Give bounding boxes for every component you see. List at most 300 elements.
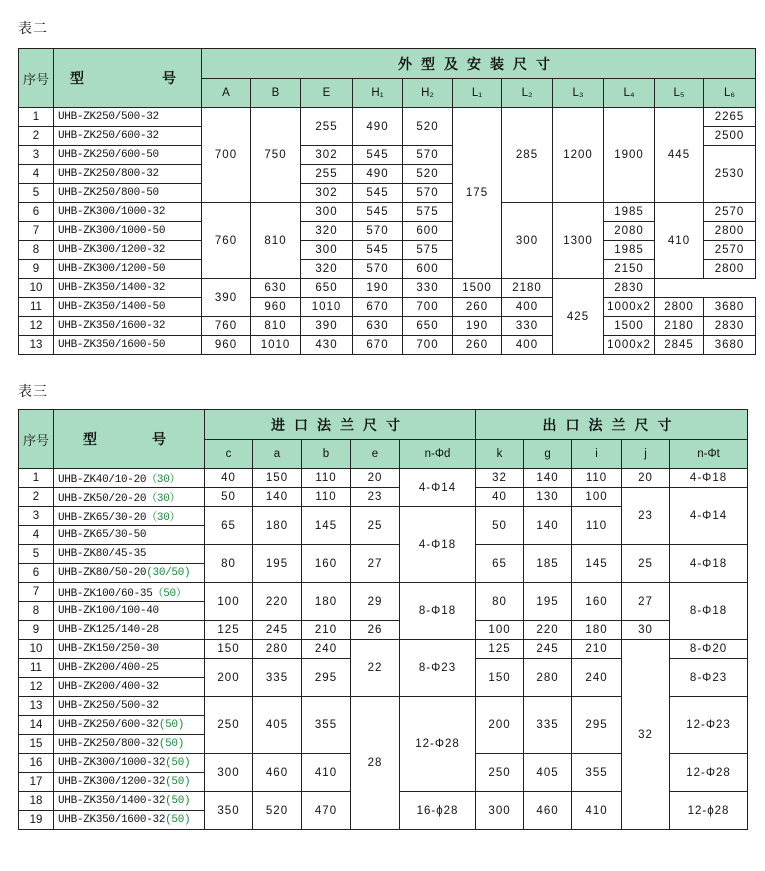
table-row [19, 336, 756, 355]
a-cell: 195 [253, 545, 302, 583]
i-cell: 240 [572, 659, 622, 697]
seq-cell: 6 [19, 203, 54, 222]
seq-cell: 2 [19, 488, 54, 507]
a-cell: 220 [253, 583, 302, 621]
h2-cell: 575 [403, 241, 453, 260]
model-text: UHB-ZK200/400-32 [58, 681, 159, 693]
g-cell: 140 [524, 507, 572, 545]
a-cell: 960 [202, 336, 251, 355]
h1-cell: 570 [353, 222, 403, 241]
model-cell [54, 678, 205, 697]
col-header: c [205, 440, 253, 469]
h1-cell: 545 [353, 241, 403, 260]
g-cell: 405 [524, 754, 572, 792]
l4-cell: 1900 [604, 108, 655, 203]
model-suffix: （50） [152, 588, 187, 600]
seq-cell: 9 [19, 260, 54, 279]
col-header: L₂ [502, 79, 553, 108]
e-cell: 28 [351, 697, 400, 830]
table-row [19, 298, 756, 317]
model-text: UHB-ZK100/100-40 [58, 605, 159, 617]
h1-cell: 570 [353, 260, 403, 279]
h1-cell: 490 [353, 108, 403, 146]
j-cell: 30 [622, 621, 670, 640]
model-cell: UHB-ZK350/1400-32 [54, 279, 202, 298]
col-header: L₅ [655, 79, 704, 108]
seq-cell: 19 [19, 811, 54, 830]
h2-cell: 700 [403, 336, 453, 355]
col-header: g [524, 440, 572, 469]
l6-cell: 3680 [704, 336, 756, 355]
h1-cell: 630 [251, 279, 301, 298]
b-cell: 355 [302, 697, 351, 754]
seq-cell: 11 [19, 298, 54, 317]
outline-group-header: 外型及安装尺寸 [202, 49, 756, 79]
model-cell [54, 469, 205, 488]
e-cell: 25 [351, 507, 400, 545]
l4-cell: 2845 [655, 336, 704, 355]
model-cell: UHB-ZK250/800-32 [54, 165, 202, 184]
i-cell: 410 [572, 792, 622, 830]
l3-cell: 1000x2 [604, 298, 655, 317]
l4-cell: 2800 [655, 298, 704, 317]
g-cell: 185 [524, 545, 572, 583]
col-header: n-Φt [670, 440, 748, 469]
e-cell: 27 [351, 545, 400, 583]
model-cell [54, 602, 205, 621]
h1-cell: 670 [353, 336, 403, 355]
nt-cell: 12-Φ28 [670, 754, 748, 792]
l1-cell: 260 [453, 298, 502, 317]
b-cell: 240 [302, 640, 351, 659]
col-header: E [301, 79, 353, 108]
nt-cell: 4-Φ14 [670, 488, 748, 545]
col-header: j [622, 440, 670, 469]
e-cell: 22 [351, 640, 400, 697]
seq-cell: 8 [19, 602, 54, 621]
b-cell: 810 [251, 317, 301, 336]
model-cell: UHB-ZK350/1600-32 [54, 317, 202, 336]
e-cell: 320 [301, 260, 353, 279]
l2-cell: 400 [502, 298, 553, 317]
i-cell: 110 [572, 507, 622, 545]
h2-cell: 520 [403, 108, 453, 146]
model-cell [54, 716, 205, 735]
l3-cell: 1200 [553, 108, 604, 203]
h2-cell: 600 [403, 222, 453, 241]
h2-cell: 650 [403, 317, 453, 336]
model-text: UHB-ZK350/1600-32 [58, 814, 166, 826]
seq-cell: 8 [19, 241, 54, 260]
table-row [19, 488, 748, 507]
seq-cell: 7 [19, 583, 54, 602]
c-cell: 100 [205, 583, 253, 621]
l1-cell: 260 [453, 336, 502, 355]
model-cell [54, 697, 205, 716]
g-cell: 245 [524, 640, 572, 659]
model-text: UHB-ZK80/45-35 [58, 548, 147, 560]
a-cell: 960 [251, 298, 301, 317]
b-cell: 810 [251, 203, 301, 279]
seq-cell: 6 [19, 564, 54, 583]
col-header: L₆ [704, 79, 756, 108]
l4-cell: 1985 [604, 203, 655, 222]
seq-cell: 11 [19, 659, 54, 678]
i-cell: 100 [572, 488, 622, 507]
nd-cell: 4-Φ14 [400, 469, 476, 507]
k-cell: 250 [476, 754, 524, 792]
i-cell: 110 [572, 469, 622, 488]
seq-cell: 14 [19, 716, 54, 735]
nt-cell: 8-Φ18 [670, 583, 748, 640]
seq-cell: 5 [19, 545, 54, 564]
a-cell: 700 [202, 108, 251, 203]
model-cell: UHB-ZK250/800-50 [54, 184, 202, 203]
model-cell: UHB-ZK250/600-50 [54, 146, 202, 165]
model-cell [54, 773, 205, 792]
model-text: UHB-ZK40/10-20 [58, 474, 147, 486]
b-cell: 410 [302, 754, 351, 792]
a-cell: 335 [253, 659, 302, 697]
seq-cell: 10 [19, 279, 54, 298]
l1-cell: 190 [353, 279, 403, 298]
table2-outline-dimensions [18, 48, 756, 355]
j-cell: 25 [622, 545, 670, 583]
g-cell: 140 [524, 469, 572, 488]
l5-cell: 425 [553, 279, 604, 355]
model-cell [54, 564, 205, 583]
h2-cell: 520 [403, 165, 453, 184]
e-cell: 390 [301, 317, 353, 336]
seq-cell: 3 [19, 146, 54, 165]
model-cell: UHB-ZK350/1600-50 [54, 336, 202, 355]
i-cell: 355 [572, 754, 622, 792]
l4-cell: 1985 [604, 241, 655, 260]
table-row [19, 203, 756, 222]
model-cell [54, 526, 205, 545]
c-cell: 50 [205, 488, 253, 507]
table-row [19, 222, 756, 241]
k-cell: 200 [476, 697, 524, 754]
a-cell: 760 [202, 203, 251, 279]
l6-cell: 2830 [604, 279, 655, 298]
table-row [19, 469, 748, 488]
seq-cell: 12 [19, 678, 54, 697]
e-cell: 29 [351, 583, 400, 621]
e-cell: 255 [301, 108, 353, 146]
b-cell: 180 [302, 583, 351, 621]
h1-cell: 545 [353, 184, 403, 203]
i-cell: 210 [572, 640, 622, 659]
c-cell: 40 [205, 469, 253, 488]
seq-header: 序号 [19, 49, 54, 108]
col-header: L₁ [453, 79, 502, 108]
table3-flange-dimensions [18, 409, 748, 830]
table-row [19, 108, 756, 127]
a-cell: 280 [253, 640, 302, 659]
k-cell: 125 [476, 640, 524, 659]
e-cell: 300 [301, 241, 353, 260]
h2-cell: 570 [403, 184, 453, 203]
k-cell: 300 [476, 792, 524, 830]
seq-cell: 9 [19, 621, 54, 640]
l6-cell: 2500 [704, 127, 756, 146]
model-header: 型 号 [54, 410, 205, 469]
model-header: 型 号 [54, 49, 202, 108]
model-cell: UHB-ZK250/600-32 [54, 127, 202, 146]
g-cell: 220 [524, 621, 572, 640]
l6-cell: 2570 [704, 241, 756, 260]
table2-caption: 表二 [18, 20, 48, 36]
nt-cell: 4-Φ18 [670, 469, 748, 488]
model-text: UHB-ZK50/20-20 [58, 493, 147, 505]
model-suffix: (50) [158, 719, 185, 731]
e-cell: 20 [351, 469, 400, 488]
table3-caption: 表三 [18, 383, 48, 399]
inlet-flange-header: 进口法兰尺寸 [205, 410, 476, 440]
model-cell [54, 735, 205, 754]
seq-cell: 7 [19, 222, 54, 241]
col-header: B [251, 79, 301, 108]
model-cell [54, 488, 205, 507]
model-suffix: (50) [165, 795, 191, 807]
model-text: UHB-ZK250/600-32 [58, 719, 159, 731]
h1-cell: 670 [353, 298, 403, 317]
e-cell: 320 [301, 222, 353, 241]
i-cell: 295 [572, 697, 622, 754]
nd-cell: 8-Φ23 [400, 640, 476, 697]
model-text: UHB-ZK65/30-20 [58, 512, 147, 524]
model-suffix: （30） [146, 474, 181, 486]
l2-cell: 330 [502, 317, 553, 336]
l6-cell: 2830 [704, 317, 756, 336]
col-header: A [202, 79, 251, 108]
h2-cell: 700 [403, 298, 453, 317]
seq-cell: 18 [19, 792, 54, 811]
e-cell: 300 [301, 203, 353, 222]
e-cell: 430 [301, 336, 353, 355]
model-cell: UHB-ZK300/1000-32 [54, 203, 202, 222]
model-cell [54, 792, 205, 811]
a-cell: 245 [253, 621, 302, 640]
seq-cell: 4 [19, 165, 54, 184]
c-cell: 200 [205, 659, 253, 697]
model-suffix: (50) [158, 738, 185, 750]
c-cell: 350 [205, 792, 253, 830]
i-cell: 180 [572, 621, 622, 640]
seq-cell: 15 [19, 735, 54, 754]
model-cell: UHB-ZK300/1000-50 [54, 222, 202, 241]
e-cell: 302 [301, 146, 353, 165]
e-cell: 26 [351, 621, 400, 640]
a-cell: 460 [253, 754, 302, 792]
seq-cell: 5 [19, 184, 54, 203]
col-header: H₂ [403, 79, 453, 108]
l4-cell: 2150 [604, 260, 655, 279]
h2-cell: 650 [301, 279, 353, 298]
model-text: UHB-ZK100/60-35 [58, 588, 153, 600]
c-cell: 125 [205, 621, 253, 640]
model-cell: UHB-ZK300/1200-50 [54, 260, 202, 279]
l4-cell: 2180 [502, 279, 553, 298]
i-cell: 160 [572, 583, 622, 621]
table-row [19, 279, 756, 298]
nt-cell: 8-Φ20 [670, 640, 748, 659]
model-suffix: (50) [165, 776, 191, 788]
b-cell: 145 [302, 507, 351, 545]
c-cell: 65 [205, 507, 253, 545]
model-cell [54, 811, 205, 830]
table-row [19, 640, 748, 659]
b-cell: 295 [302, 659, 351, 697]
model-cell [54, 621, 205, 640]
model-cell [54, 583, 205, 602]
col-header: b [302, 440, 351, 469]
seq-cell: 3 [19, 507, 54, 526]
model-cell [54, 507, 205, 526]
k-cell: 50 [476, 507, 524, 545]
l3-cell: 1500 [604, 317, 655, 336]
c-cell: 80 [205, 545, 253, 583]
g-cell: 280 [524, 659, 572, 697]
l2-cell: 400 [502, 336, 553, 355]
model-cell [54, 545, 205, 564]
table-row [19, 621, 748, 640]
k-cell: 80 [476, 583, 524, 621]
model-cell: UHB-ZK250/500-32 [54, 108, 202, 127]
col-header: L₄ [604, 79, 655, 108]
l5-cell: 445 [655, 108, 704, 203]
seq-cell: 16 [19, 754, 54, 773]
b-cell: 160 [302, 545, 351, 583]
c-cell: 150 [205, 640, 253, 659]
k-cell: 100 [476, 621, 524, 640]
model-suffix: (30/50) [146, 567, 191, 579]
seq-cell: 12 [19, 317, 54, 336]
model-cell [54, 754, 205, 773]
model-text: UHB-ZK300/1000-32 [58, 757, 166, 769]
model-text: UHB-ZK65/30-50 [58, 529, 147, 541]
h2-cell: 575 [403, 203, 453, 222]
a-cell: 405 [253, 697, 302, 754]
k-cell: 150 [476, 659, 524, 697]
col-header: e [351, 440, 400, 469]
seq-cell: 13 [19, 336, 54, 355]
model-text: UHB-ZK350/1400-32 [58, 795, 166, 807]
i-cell: 145 [572, 545, 622, 583]
h1-cell: 545 [353, 203, 403, 222]
model-cell [54, 640, 205, 659]
l6-cell: 2800 [704, 260, 756, 279]
model-text: UHB-ZK200/400-25 [58, 662, 159, 674]
l2-cell: 300 [502, 203, 553, 279]
nt-cell: 12-Φ23 [670, 697, 748, 754]
l4-cell: 2180 [655, 317, 704, 336]
model-text: UHB-ZK300/1200-32 [58, 776, 166, 788]
outlet-flange-header: 出口法兰尺寸 [476, 410, 748, 440]
col-header: k [476, 440, 524, 469]
model-suffix: （30） [146, 512, 181, 524]
col-header: i [572, 440, 622, 469]
col-header: n-Φd [400, 440, 476, 469]
a-cell: 760 [202, 317, 251, 336]
k-cell: 40 [476, 488, 524, 507]
nt-cell: 12-ϕ28 [670, 792, 748, 830]
g-cell: 335 [524, 697, 572, 754]
model-suffix: (50) [165, 814, 191, 826]
table-row [19, 583, 748, 602]
model-text: UHB-ZK150/250-30 [58, 643, 159, 655]
seq-cell: 1 [19, 469, 54, 488]
table-row [19, 545, 748, 564]
nt-cell: 8-Φ23 [670, 659, 748, 697]
e-cell: 23 [351, 488, 400, 507]
col-header: L₃ [553, 79, 604, 108]
j-cell: 23 [622, 488, 670, 545]
b-cell: 1010 [301, 298, 353, 317]
seq-cell: 17 [19, 773, 54, 792]
nt-cell: 4-Φ18 [670, 545, 748, 583]
l6-cell: 2800 [704, 222, 756, 241]
model-suffix: (50) [165, 757, 191, 769]
nd-cell: 12-Φ28 [400, 697, 476, 792]
table-row [19, 260, 756, 279]
model-text: UHB-ZK250/500-32 [58, 700, 159, 712]
table-row [19, 241, 756, 260]
l6-cell: 2570 [704, 203, 756, 222]
l5-cell: 410 [655, 203, 704, 279]
l3-cell: 1000x2 [604, 336, 655, 355]
seq-header: 序号 [19, 410, 54, 469]
j-cell: 32 [622, 640, 670, 830]
model-suffix: （30） [146, 493, 181, 505]
e-cell: 255 [301, 165, 353, 184]
h2-cell: 570 [403, 146, 453, 165]
c-cell: 250 [205, 697, 253, 754]
g-cell: 195 [524, 583, 572, 621]
l2-cell: 285 [502, 108, 553, 203]
g-cell: 460 [524, 792, 572, 830]
h2-cell: 600 [403, 260, 453, 279]
l3-cell: 1500 [453, 279, 502, 298]
l4-cell: 2080 [604, 222, 655, 241]
nd-cell: 4-Φ18 [400, 507, 476, 583]
c-cell: 300 [205, 754, 253, 792]
j-cell: 27 [622, 583, 670, 621]
b-cell: 110 [302, 469, 351, 488]
l1-cell: 175 [453, 108, 502, 279]
model-text: UHB-ZK125/140-28 [58, 624, 159, 636]
k-cell: 65 [476, 545, 524, 583]
nd-cell: 16-ϕ28 [400, 792, 476, 830]
a-cell: 180 [253, 507, 302, 545]
j-cell: 20 [622, 469, 670, 488]
b-cell: 1010 [251, 336, 301, 355]
e-cell: 302 [301, 184, 353, 203]
model-cell: UHB-ZK300/1200-32 [54, 241, 202, 260]
b-cell: 470 [302, 792, 351, 830]
model-cell [54, 659, 205, 678]
model-text: UHB-ZK250/800-32 [58, 738, 159, 750]
model-text: UHB-ZK80/50-20 [58, 567, 147, 579]
l6-cell: 3680 [704, 298, 756, 317]
seq-cell: 4 [19, 526, 54, 545]
a-cell: 520 [253, 792, 302, 830]
col-header: H₁ [353, 79, 403, 108]
h1-cell: 630 [353, 317, 403, 336]
h1-cell: 545 [353, 146, 403, 165]
b-cell: 210 [302, 621, 351, 640]
